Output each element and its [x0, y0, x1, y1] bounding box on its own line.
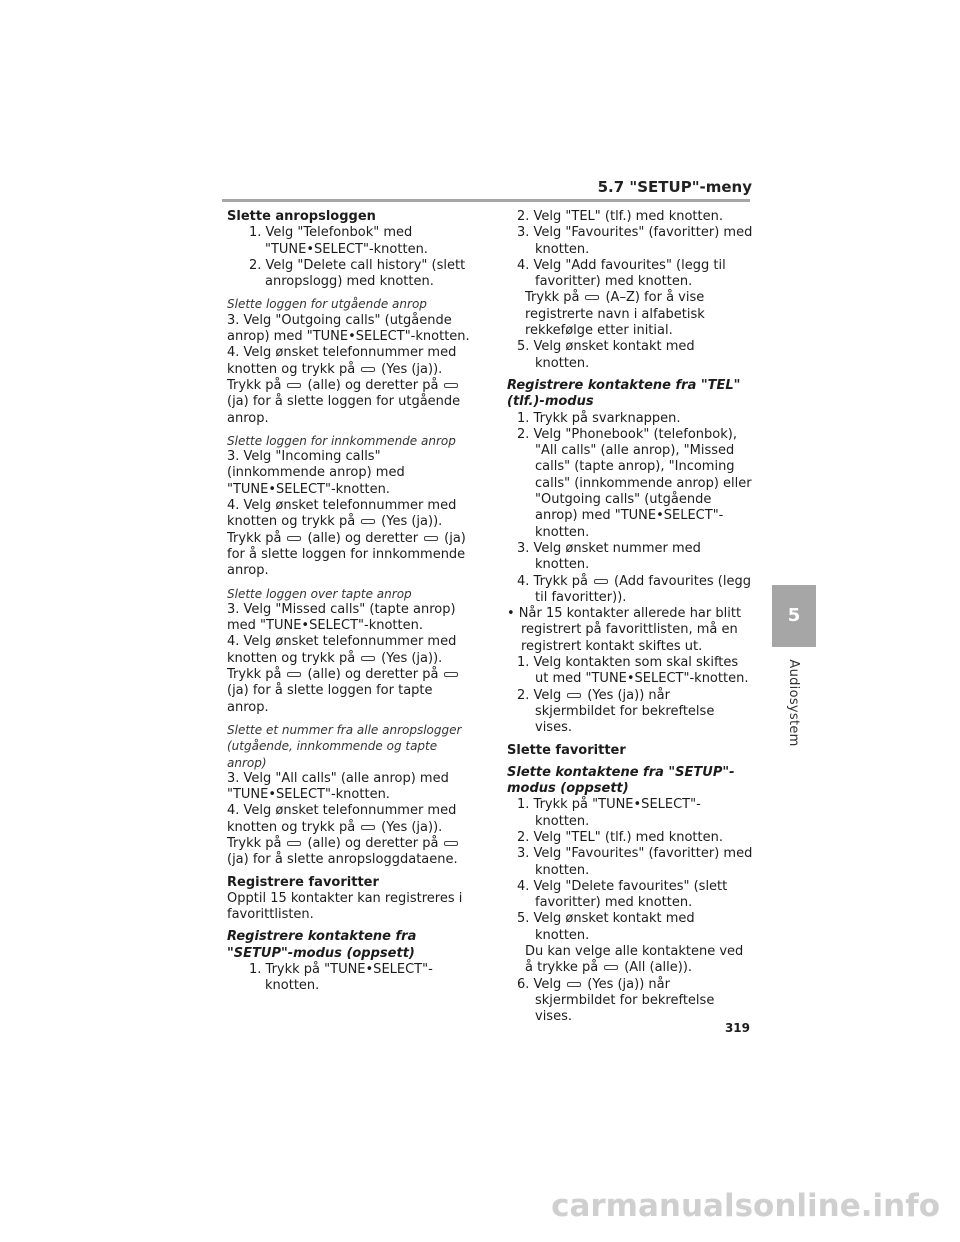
paragraph: 3. Velg "Outgoing calls" (utgående anrop) med "TUNE•SELECT"-knotten.	[227, 312, 470, 345]
page-number: 319	[724, 1021, 750, 1035]
subheading-tel-mode: Registrere kontaktene fra "TEL" (tlf.)-modus	[507, 377, 741, 410]
button-icon	[287, 383, 301, 388]
chapter-tab	[772, 585, 816, 647]
paragraph: Trykk på (alle) og deretter på(ja) for å slette loggen for tapte anrop.	[227, 667, 471, 716]
subheading-setup-mode: Registrere kontaktene fra "SETUP"-modus (oppsett)	[227, 929, 417, 961]
heading-delete-call-log: Slette anropsloggen	[227, 209, 376, 224]
button-icon	[287, 841, 301, 846]
button-icon	[444, 841, 458, 846]
subheading-missed: Slette loggen over tapte anrop	[227, 586, 412, 601]
step: 5. Velg ønsket kontakt med knotten.	[517, 911, 695, 943]
button-icon	[567, 693, 581, 698]
heading-register-favourites: Registrere favoritter	[227, 874, 379, 890]
step: 4. Velg "Add favourites" (legg til favoritter) med knotten.	[517, 257, 726, 290]
step: 1. Velg kontakten som skal skiftes ut med "TUNE•SELECT"-knotten.	[517, 655, 749, 687]
step: 3. Velg ønsket nummer med knotten.	[517, 540, 701, 573]
button-icon	[287, 672, 301, 677]
step: 2. Velg "Phonebook" (telefonbok), "All calls" (alle anrop), "Missed calls" (tapte anrop), "Incoming calls" (innkommende anrop) eller "Outgoing calls" (utgående anrop) med "TUNE•SELECT"-knotten.	[517, 426, 752, 540]
button-icon	[594, 579, 608, 584]
button-icon	[585, 295, 599, 300]
right-column	[507, 209, 753, 1026]
step: 4. Velg "Delete favourites" (slett favoritter) med knotten.	[517, 878, 728, 911]
step: 2. Velg "TEL" (tlf.) med knotten.	[517, 209, 723, 224]
paragraph: 4. Velg ønsket telefonnummer med knotten og trykk på (Yes (ja)).	[227, 498, 457, 530]
button-icon	[287, 536, 301, 541]
paragraph: Trykk på (alle) og deretter (ja) for å slette loggen for innkommende anrop.	[227, 530, 466, 579]
subheading-all-logs: Slette et nummer fra alle anropslogger (utgående, innkommende og tapte anrop)	[227, 722, 462, 770]
step: 1. Trykk på "TUNE•SELECT"-knotten.	[517, 797, 701, 829]
note: Trykk på (A–Z) for å vise registrerte navn i alfabetisk rekkefølge etter initial.	[525, 290, 705, 339]
subheading-delete-setup: Slette kontaktene fra "SETUP"-modus (oppsett)	[507, 764, 735, 797]
button-icon	[444, 383, 458, 388]
button-icon	[361, 825, 375, 830]
subheading-outgoing: Slette loggen for utgående anrop	[227, 297, 427, 312]
step: 2. Velg "TEL" (tlf.) med knotten.	[517, 829, 723, 845]
button-icon	[604, 965, 618, 970]
step: 4. Trykk på (Add favourites (legg til favoritter)).	[517, 573, 751, 605]
paragraph: 3. Velg "All calls" (alle anrop) med "TUNE•SELECT"-knotten.	[227, 770, 449, 803]
step: 2. Velg (Yes (ja)) når skjermbildet for bekreftelse vises.	[517, 687, 715, 736]
note: Du kan velge alle kontaktene ved å trykke på (All (alle)).	[525, 944, 744, 976]
paragraph: Trykk på (alle) og deretter på(ja) for å slette loggen for utgående anrop.	[227, 377, 461, 426]
left-column	[227, 209, 471, 995]
step: 1. Trykk på "TUNE•SELECT"-knotten.	[249, 962, 433, 994]
step: 3. Velg "Favourites" (favoritter) med knotten.	[517, 225, 753, 257]
paragraph: Trykk på (alle) og deretter på(ja) for å slette anropsloggdataene.	[227, 835, 458, 868]
header-rule	[222, 199, 750, 202]
step: 1. Trykk på svarknappen.	[517, 410, 681, 426]
step: 5. Velg ønsket kontakt med knotten.	[517, 339, 695, 371]
button-icon	[361, 656, 375, 661]
subheading-incoming: Slette loggen for innkommende anrop	[227, 433, 456, 448]
button-icon	[361, 367, 375, 372]
step: 3. Velg "Favourites" (favoritter) med knotten.	[517, 846, 753, 878]
paragraph: 4. Velg ønsket telefonnummer med knotten og trykk på (Yes (ja)).	[227, 803, 457, 835]
step: 6. Velg (Yes (ja)) når skjermbildet for bekreftelse vises.	[517, 976, 715, 1025]
step: 2. Velg "Delete call history" (slett anropslogg) med knotten.	[249, 257, 466, 290]
paragraph: 3. Velg "Missed calls" (tapte anrop) med "TUNE•SELECT"-knotten.	[227, 601, 456, 634]
chapter-number: 5	[787, 604, 801, 626]
bullet-note: • Når 15 kontakter allerede har blitt registrert på favorittlisten, må en registrert kontakt skiftes ut.	[507, 606, 742, 654]
paragraph: Opptil 15 kontakter kan registreres i favorittlisten.	[227, 890, 463, 923]
button-icon	[567, 982, 581, 987]
paragraph: 4. Velg ønsket telefonnummer med knotten og trykk på (Yes (ja)).	[227, 345, 457, 377]
watermark: carmanualsonline.info	[551, 1188, 940, 1224]
step: 1. Velg "Telefonbok" med "TUNE•SELECT"-knotten.	[249, 225, 428, 257]
paragraph: 3. Velg "Incoming calls" (innkommende anrop) med "TUNE•SELECT"-knotten.	[227, 449, 405, 497]
button-icon	[361, 519, 375, 524]
button-icon	[444, 672, 458, 677]
chapter-label: Audiosystem	[786, 659, 801, 747]
button-icon	[424, 536, 438, 541]
heading-delete-favourites: Slette favoritter	[507, 742, 626, 758]
section-title: 5.7 "SETUP"-meny	[597, 178, 752, 196]
paragraph: 4. Velg ønsket telefonnummer med knotten og trykk på (Yes (ja)).	[227, 634, 457, 666]
